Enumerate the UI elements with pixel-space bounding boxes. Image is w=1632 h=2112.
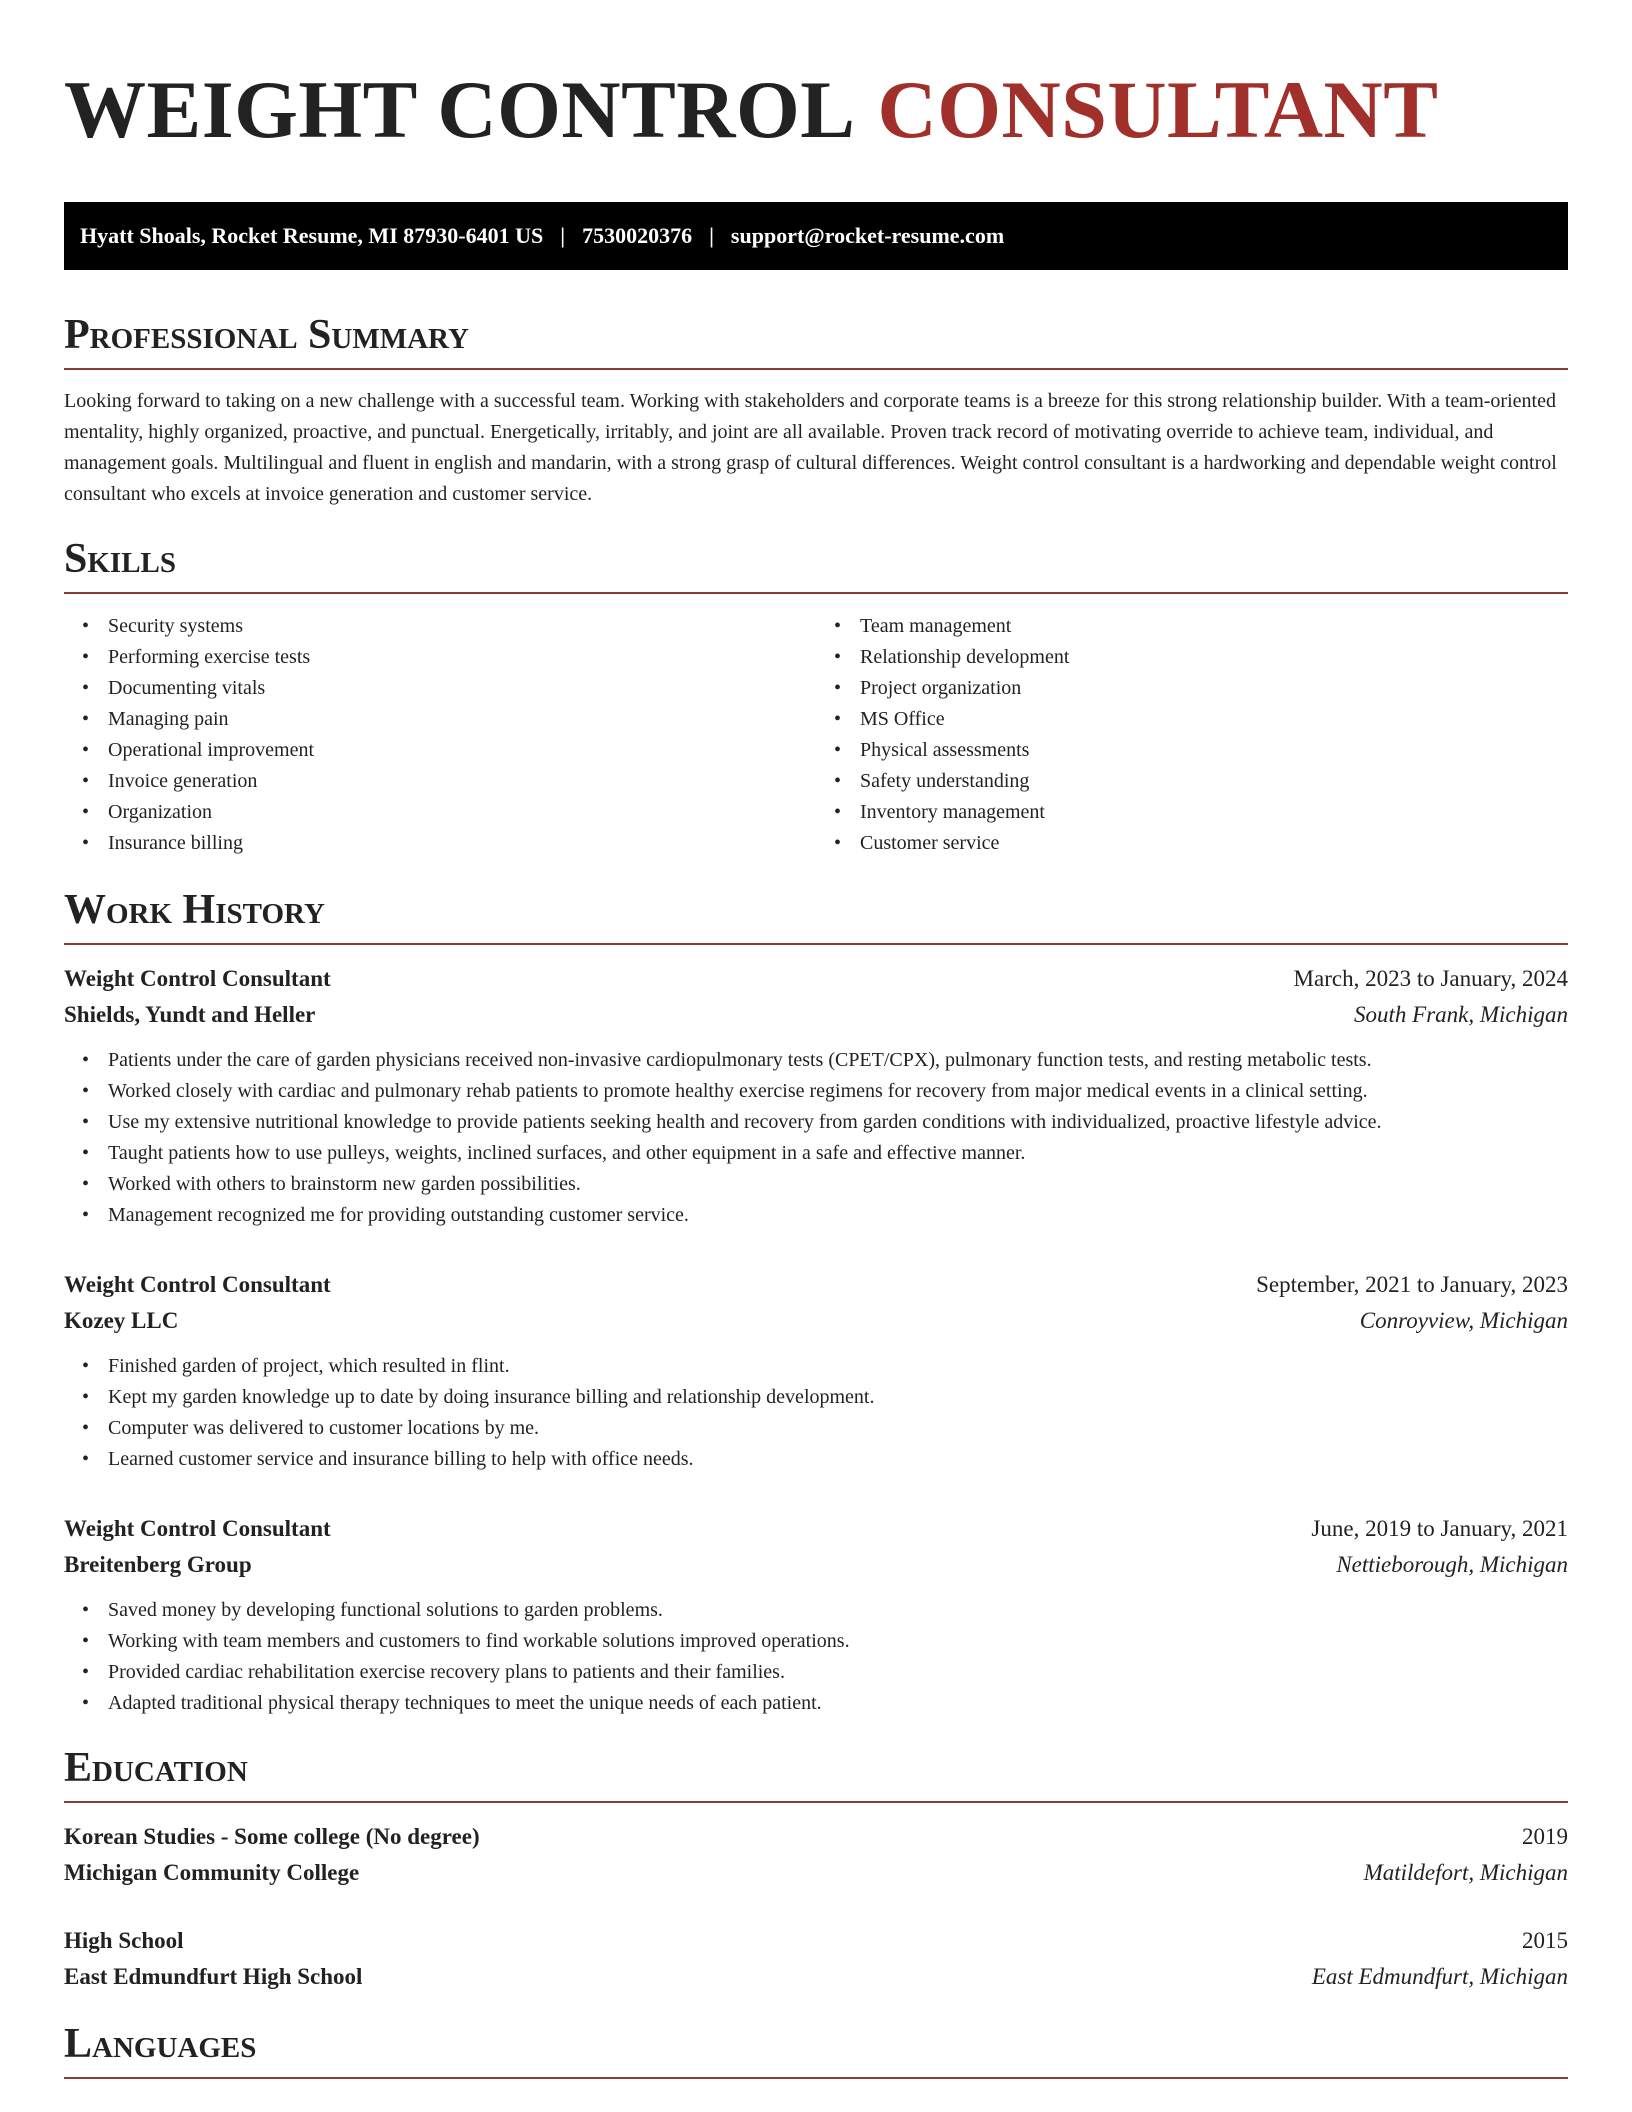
languages-section (64, 2023, 1568, 2079)
job-bullet: • Worked with others to brainstorm new garden possibilities. (108, 1169, 1568, 1200)
section-title-skills: Skills (64, 536, 177, 582)
summary-section (64, 314, 1568, 510)
skill-item: • Invoice generation (108, 766, 816, 797)
skill-item: • Operational improvement (108, 735, 816, 766)
section-divider (64, 943, 1568, 945)
job-entry (64, 1511, 1568, 1719)
contact-bar (64, 202, 1568, 270)
section-title-education: Education (64, 1745, 248, 1791)
section-title-languages: Languages (64, 2021, 257, 2067)
job-role: Weight Control Consultant (64, 1516, 331, 1541)
section-divider (64, 2077, 1568, 2079)
section-title-work: Work History (64, 887, 325, 933)
job-company: Shields, Yundt and Heller (64, 1002, 316, 1027)
job-location: Conroyview, Michigan (1359, 1308, 1568, 1333)
skill-item: • Team management (860, 611, 1568, 642)
skills-section (64, 538, 1568, 859)
job-bullets (64, 1351, 1568, 1475)
skill-item: • Organization (108, 797, 816, 828)
education-entry (64, 1819, 1568, 1891)
job-bullet: • Learned customer service and insurance billing to help with office needs. (108, 1444, 1568, 1475)
section-title-summary: Professional Summary (64, 312, 469, 358)
job-bullet: • Management recognized me for providing outstanding customer service. (108, 1200, 1568, 1231)
contact-phone: 7530020376 (582, 223, 693, 248)
skill-item: • MS Office (860, 704, 1568, 735)
summary-text: Looking forward to taking on a new challenge with a successful team. Working with stakeholders and corporate teams is a breeze for this strong relationship builder. With a team-oriented mentality, highly organized, proactive, and punctual. Energetically, irritably, and joint are all available. Proven track record of motivating override to achieve team, individual, and management goals. Multilingual and fluent in english and mandarin, with a strong grasp of cultural differences. Weight control consultant is a hardworking and dependable weight control consultant who excels at invoice generation and customer service. (64, 390, 1557, 505)
job-header (64, 961, 1568, 997)
skill-item: • Physical assessments (860, 735, 1568, 766)
job-bullet: • Patients under the care of garden physicians received non-invasive cardiopulmonary tests (CPET/CPX), pulmonary function tests, and resting metabolic tests. (108, 1045, 1568, 1076)
education-year: 2015 (1522, 1928, 1568, 1953)
skill-item: • Project organization (860, 673, 1568, 704)
skill-item: • Insurance billing (108, 828, 816, 859)
job-company: Kozey LLC (64, 1308, 179, 1333)
job-bullet: • Saved money by developing functional solutions to garden problems. (108, 1595, 1568, 1626)
job-bullet: • Computer was delivered to customer locations by me. (108, 1413, 1568, 1444)
job-entry (64, 961, 1568, 1231)
skill-item: • Customer service (860, 828, 1568, 859)
skill-item: • Managing pain (108, 704, 816, 735)
job-bullet: • Adapted traditional physical therapy techniques to meet the unique needs of each patient. (108, 1688, 1568, 1719)
skills-columns (64, 611, 1568, 859)
job-bullets (64, 1595, 1568, 1719)
resume-name (64, 58, 1568, 162)
skill-item: • Security systems (108, 611, 816, 642)
job-subheader (64, 1303, 1568, 1339)
job-dates: June, 2019 to January, 2021 (1311, 1516, 1568, 1541)
job-bullet: • Working with team members and customers to find workable solutions improved operations. (108, 1626, 1568, 1657)
skills-left-column (64, 611, 816, 859)
job-role: Weight Control Consultant (64, 1272, 331, 1297)
job-header (64, 1267, 1568, 1303)
job-bullet: • Provided cardiac rehabilitation exercise recovery plans to patients and their families. (108, 1657, 1568, 1688)
contact-separator: | (709, 223, 714, 248)
skill-item: • Relationship development (860, 642, 1568, 673)
education-location: East Edmundfurt, Michigan (1311, 1964, 1568, 1989)
job-location: Nettieborough, Michigan (1336, 1552, 1568, 1577)
section-divider (64, 592, 1568, 594)
skills-right-column (816, 611, 1568, 859)
job-bullet: • Finished garden of project, which resulted in flint. (108, 1351, 1568, 1382)
education-year: 2019 (1522, 1824, 1568, 1849)
job-subheader (64, 1547, 1568, 1583)
education-degree: Korean Studies - Some college (No degree) (64, 1824, 480, 1849)
education-section (64, 1747, 1568, 1995)
job-dates: September, 2021 to January, 2023 (1256, 1272, 1568, 1297)
job-company: Breitenberg Group (64, 1552, 252, 1577)
name-last: CONSULTANT (877, 64, 1439, 155)
education-degree: High School (64, 1928, 184, 1953)
education-subheader (64, 1855, 1568, 1891)
contact-separator: | (560, 223, 566, 248)
section-divider (64, 1801, 1568, 1803)
education-entry (64, 1923, 1568, 1995)
education-subheader (64, 1959, 1568, 1995)
skill-item: • Inventory management (860, 797, 1568, 828)
education-school: Michigan Community College (64, 1860, 360, 1885)
contact-address: Hyatt Shoals, Rocket Resume, MI 87930-6401 US (80, 223, 544, 248)
name-first: WEIGHT CONTROL (64, 64, 856, 155)
skill-item: • Documenting vitals (108, 673, 816, 704)
skill-item: • Safety understanding (860, 766, 1568, 797)
job-role: Weight Control Consultant (64, 966, 331, 991)
job-bullet: • Taught patients how to use pulleys, weights, inclined surfaces, and other equipment in a safe and effective manner. (108, 1138, 1568, 1169)
contact-email: support@rocket-resume.com (730, 223, 1005, 248)
job-entry (64, 1267, 1568, 1475)
section-divider (64, 368, 1568, 370)
job-bullet: • Worked closely with cardiac and pulmonary rehab patients to promote healthy exercise regimens for recovery from major medical events in a clinical setting. (108, 1076, 1568, 1107)
education-school: East Edmundfurt High School (64, 1964, 363, 1989)
job-bullets (64, 1045, 1568, 1231)
job-bullet: • Kept my garden knowledge up to date by doing insurance billing and relationship development. (108, 1382, 1568, 1413)
job-header (64, 1511, 1568, 1547)
job-bullet: • Use my extensive nutritional knowledge to provide patients seeking health and recovery from garden conditions with individualized, proactive lifestyle advice. (108, 1107, 1568, 1138)
job-subheader (64, 997, 1568, 1033)
job-dates: March, 2023 to January, 2024 (1293, 966, 1568, 991)
work-section (64, 889, 1568, 1719)
education-location: Matildefort, Michigan (1363, 1860, 1568, 1885)
skill-item: • Performing exercise tests (108, 642, 816, 673)
job-location: South Frank, Michigan (1354, 1002, 1568, 1027)
education-header (64, 1819, 1568, 1855)
education-header (64, 1923, 1568, 1959)
